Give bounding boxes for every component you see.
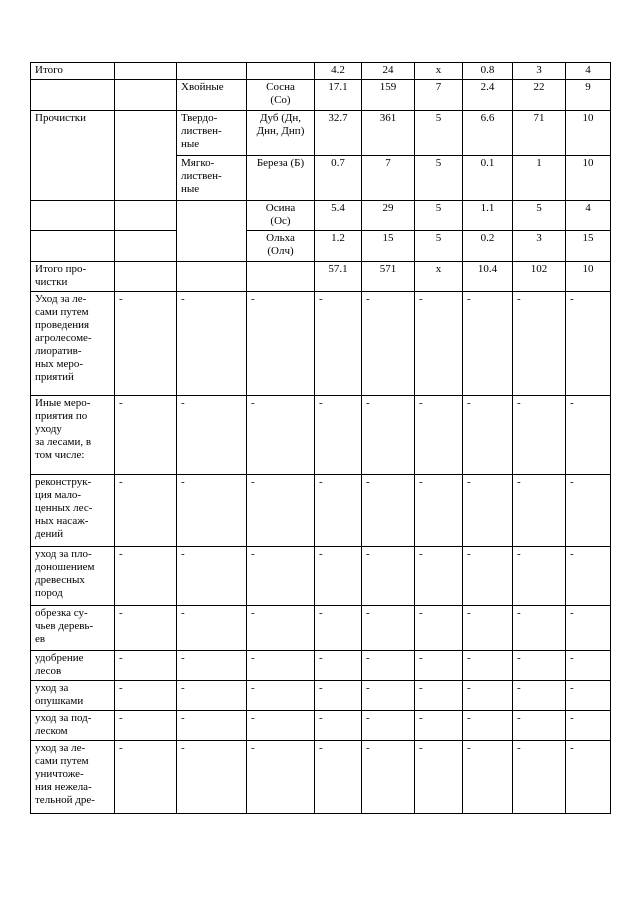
cell-dash: -	[463, 681, 513, 711]
cell-value: 0.8	[463, 63, 513, 80]
row-dub	[31, 111, 611, 156]
row-itogo-prochistki	[31, 262, 611, 292]
cell-label: уход за пло- доношением древесных пород	[31, 547, 115, 606]
cell-dash: -	[415, 606, 463, 651]
cell-dash: -	[115, 292, 177, 396]
cell-dash: -	[566, 396, 611, 475]
cell-dash: -	[247, 681, 315, 711]
cell-dash: -	[566, 681, 611, 711]
table-row	[31, 606, 611, 651]
cell-value: 10	[566, 111, 611, 156]
cell-value: 159	[362, 80, 415, 111]
cell-dash: -	[177, 475, 247, 547]
cell-label: Итого про- чистки	[31, 262, 115, 292]
cell-category: Твердо- листвен- ные	[177, 111, 247, 156]
cell-dash: -	[115, 741, 177, 814]
cell-dash: -	[566, 606, 611, 651]
cell-dash: -	[315, 475, 362, 547]
forestry-table	[30, 62, 611, 814]
cell-value: 3	[513, 231, 566, 262]
cell-label: уход за под- леском	[31, 711, 115, 741]
cell-dash: -	[463, 711, 513, 741]
table-row	[31, 711, 611, 741]
cell-value: 4	[566, 63, 611, 80]
cell-species: Ольха (Олч)	[247, 231, 315, 262]
cell-value: 361	[362, 111, 415, 156]
cell-dash: -	[415, 396, 463, 475]
cell-dash: -	[566, 292, 611, 396]
cell-dash: -	[315, 396, 362, 475]
cell-dash: -	[513, 651, 566, 681]
cell-dash: -	[566, 651, 611, 681]
cell-dash: -	[566, 475, 611, 547]
cell-dash: -	[362, 651, 415, 681]
cell-dash: -	[177, 681, 247, 711]
cell-value: 9	[566, 80, 611, 111]
cell-value: 10	[566, 262, 611, 292]
cell-value: 7	[362, 156, 415, 201]
table-row	[31, 292, 611, 396]
cell-dash: -	[247, 711, 315, 741]
cell-value: 57.1	[315, 262, 362, 292]
cell-label: реконструк- ция мало- ценных лес- ных насаж- дений	[31, 475, 115, 547]
cell-dash: -	[115, 606, 177, 651]
cell-value: 10.4	[463, 262, 513, 292]
table-row	[31, 681, 611, 711]
cell-dash: -	[177, 711, 247, 741]
cell-value: 5	[415, 111, 463, 156]
cell-species: Сосна (Со)	[247, 80, 315, 111]
cell-value: 15	[362, 231, 415, 262]
cell-value: 0.7	[315, 156, 362, 201]
row-olha	[31, 231, 611, 262]
cell-value: 29	[362, 201, 415, 231]
cell-dash: -	[463, 651, 513, 681]
cell-dash: -	[247, 547, 315, 606]
cell-value: 1.1	[463, 201, 513, 231]
cell-dash: -	[513, 292, 566, 396]
table-row	[31, 741, 611, 814]
cell-dash: -	[115, 711, 177, 741]
cell-dash: -	[177, 606, 247, 651]
cell-dash: -	[415, 741, 463, 814]
cell-dash: -	[247, 475, 315, 547]
row-osina	[31, 201, 611, 231]
cell-dash: -	[115, 547, 177, 606]
cell-dash: -	[315, 292, 362, 396]
cell-dash: -	[362, 741, 415, 814]
cell-value: 1.2	[315, 231, 362, 262]
cell-value: 2.4	[463, 80, 513, 111]
cell-value: 5	[415, 156, 463, 201]
cell-dash: -	[247, 606, 315, 651]
cell-dash: -	[513, 741, 566, 814]
cell-value: 4	[566, 201, 611, 231]
cell-dash: -	[177, 741, 247, 814]
table-row	[31, 651, 611, 681]
cell-dash: -	[177, 292, 247, 396]
cell-dash: -	[177, 396, 247, 475]
table-row	[31, 396, 611, 475]
cell-value: 3	[513, 63, 566, 80]
row-itogo	[31, 63, 611, 80]
cell-value: 5	[513, 201, 566, 231]
cell-dash: -	[177, 547, 247, 606]
cell-value: 5.4	[315, 201, 362, 231]
cell-value: 17.1	[315, 80, 362, 111]
cell-value: 0.1	[463, 156, 513, 201]
cell-dash: -	[463, 606, 513, 651]
cell-dash: -	[463, 475, 513, 547]
cell-dash: -	[513, 396, 566, 475]
cell-dash: -	[513, 547, 566, 606]
cell-dash: -	[415, 681, 463, 711]
table-row	[31, 547, 611, 606]
cell-value: 4.2	[315, 63, 362, 80]
cell-label: обрезка су- чьев деревь- ев	[31, 606, 115, 651]
row-sosna	[31, 80, 611, 111]
cell-dash: -	[415, 547, 463, 606]
cell-value: 5	[415, 231, 463, 262]
cell-value: 15	[566, 231, 611, 262]
cell-value: 7	[415, 80, 463, 111]
cell-dash: -	[566, 547, 611, 606]
cell-species: Дуб (Дн, Днн, Днп)	[247, 111, 315, 156]
cell-label: Уход за ле- сами путем проведения агролесоме- лиоратив- ных меро- приятий	[31, 292, 115, 396]
cell-category: Мягко- листвен- ные	[177, 156, 247, 201]
cell-dash: -	[566, 711, 611, 741]
cell-dash: -	[362, 681, 415, 711]
cell-dash: -	[315, 741, 362, 814]
cell-dash: -	[315, 606, 362, 651]
cell-category: Хвойные	[177, 80, 247, 111]
cell-dash: -	[315, 651, 362, 681]
cell-value: 1	[513, 156, 566, 201]
table-row	[31, 475, 611, 547]
cell-dash: -	[115, 396, 177, 475]
cell-dash: -	[463, 547, 513, 606]
cell-dash: -	[177, 651, 247, 681]
cell-value: 0.2	[463, 231, 513, 262]
cell-value: x	[415, 262, 463, 292]
cell-value: 22	[513, 80, 566, 111]
cell-prochistki: Прочистки	[31, 111, 115, 201]
cell-label: уход за ле- сами путем уничтоже- ния нежела- тельной дре-	[31, 741, 115, 814]
cell-dash: -	[362, 547, 415, 606]
cell-value: x	[415, 63, 463, 80]
cell-dash: -	[247, 396, 315, 475]
cell-value: 71	[513, 111, 566, 156]
cell-dash: -	[415, 651, 463, 681]
cell-dash: -	[463, 292, 513, 396]
cell-dash: -	[513, 681, 566, 711]
cell-dash: -	[247, 741, 315, 814]
cell-value: 571	[362, 262, 415, 292]
cell-dash: -	[362, 711, 415, 741]
cell-dash: -	[362, 475, 415, 547]
cell-value: 5	[415, 201, 463, 231]
cell-value: 6.6	[463, 111, 513, 156]
cell-dash: -	[247, 292, 315, 396]
cell-dash: -	[415, 292, 463, 396]
cell-dash: -	[513, 711, 566, 741]
cell-value: 10	[566, 156, 611, 201]
cell-value: 24	[362, 63, 415, 80]
cell-dash: -	[513, 606, 566, 651]
cell-label: удобрение лесов	[31, 651, 115, 681]
cell-dash: -	[315, 681, 362, 711]
cell-label: уход за опушками	[31, 681, 115, 711]
cell-dash: -	[463, 396, 513, 475]
cell-dash: -	[566, 741, 611, 814]
cell-dash: -	[315, 547, 362, 606]
cell-dash: -	[115, 475, 177, 547]
cell-value: 32.7	[315, 111, 362, 156]
cell-label: Итого	[31, 63, 115, 80]
cell-dash: -	[463, 741, 513, 814]
cell-dash: -	[415, 475, 463, 547]
cell-species: Осина (Ос)	[247, 201, 315, 231]
cell-value: 102	[513, 262, 566, 292]
cell-dash: -	[315, 711, 362, 741]
cell-species: Береза (Б)	[247, 156, 315, 201]
dash-rows	[31, 292, 611, 814]
cell-dash: -	[362, 396, 415, 475]
cell-dash: -	[115, 651, 177, 681]
cell-dash: -	[247, 651, 315, 681]
cell-dash: -	[415, 711, 463, 741]
cell-dash: -	[513, 475, 566, 547]
cell-label: Иные меро- приятия по уходу за лесами, в том числе:	[31, 396, 115, 475]
cell-dash: -	[362, 292, 415, 396]
cell-dash: -	[362, 606, 415, 651]
cell-dash: -	[115, 681, 177, 711]
